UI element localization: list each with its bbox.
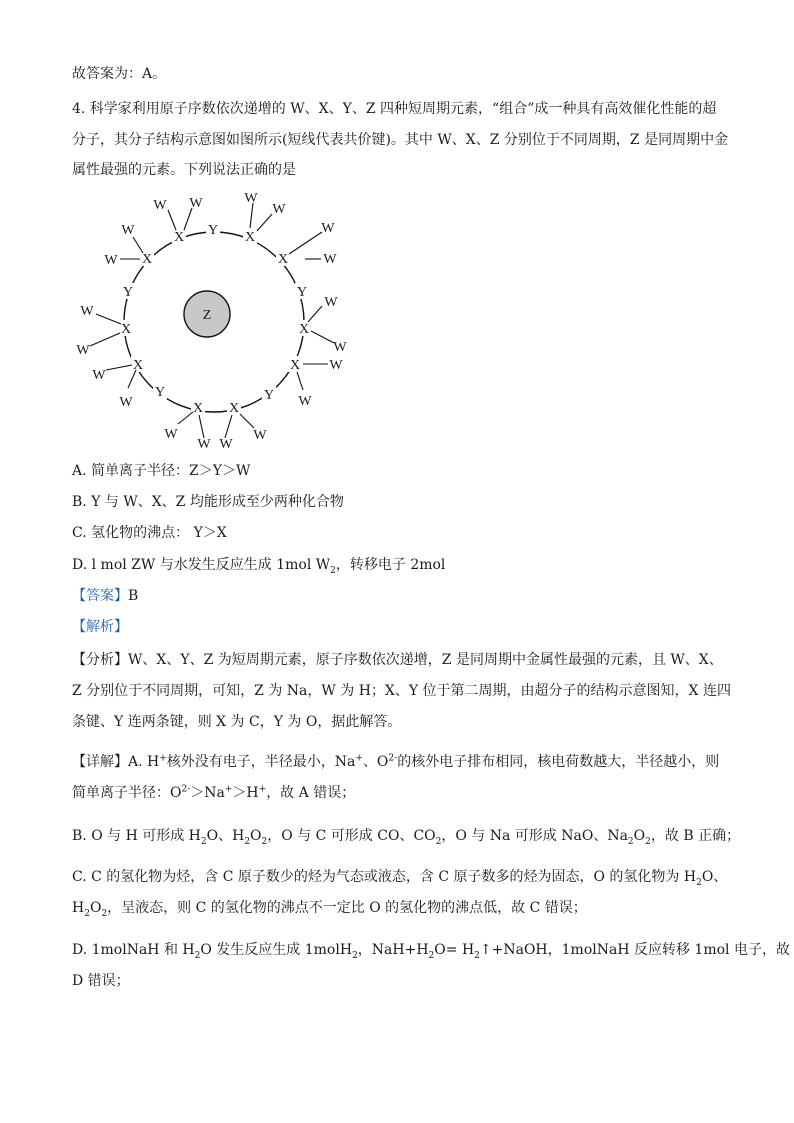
- detail-c-line-2: [72, 898, 587, 918]
- fenxi-text-1: W、X、Y、Z 为短周期元素，原子序数依次递增，Z 是同周期中金属性最强的元素，且 W、X、: [128, 652, 723, 668]
- subscript: 2: [645, 836, 651, 847]
- atom-w: W: [104, 253, 118, 268]
- detail-text: ，NaH+H: [357, 942, 429, 958]
- detail-text: A. H: [128, 754, 160, 770]
- detail-text: O: [250, 828, 262, 844]
- atom-w: W: [329, 358, 343, 373]
- detail-text: ，O 与 C 可形成 CO、CO: [267, 828, 436, 844]
- option-a: A. 简单离子半径：Z＞Y＞W: [72, 463, 251, 479]
- atom-w: W: [80, 304, 94, 319]
- subscript: 2: [244, 836, 251, 847]
- atom-x: X: [298, 322, 310, 337]
- atom-w: W: [253, 428, 267, 443]
- subscript: 2: [435, 836, 442, 847]
- atom-w: W: [121, 223, 135, 238]
- atom-x: X: [173, 230, 185, 245]
- atom-y: Y: [296, 285, 308, 300]
- detail-text: ，O 与 Na 可形成 NaO、Na: [441, 828, 628, 844]
- atom-w: W: [298, 394, 312, 409]
- detail-text: 简单离子半径：O: [72, 785, 182, 801]
- detail-text: ，故 B 正确；: [650, 828, 741, 844]
- detail-text: O 发生反应生成 1molH: [200, 942, 353, 958]
- fenxi-line-2: Z 分别位于不同周期，可知，Z 为 Na，W 为 H；X、Y 位于第二周期，由超分子的结构示意图知，X 连四: [72, 683, 731, 699]
- subscript: 2: [696, 877, 702, 888]
- subscript: 2: [330, 565, 336, 576]
- atom-w: W: [76, 343, 90, 358]
- superscript: +: [258, 784, 267, 795]
- detail-a-line-2: [72, 783, 355, 803]
- detail-text: O= H: [434, 942, 475, 958]
- subscript: 2: [84, 908, 90, 919]
- atom-w: W: [92, 368, 106, 383]
- detail-text: 的核外电子排布相同，核电荷数越大，半径越小，则: [397, 754, 720, 770]
- atom-w: W: [333, 340, 347, 355]
- detail-text: 核外没有电子，半径最小，Na: [166, 754, 356, 770]
- detail-b-line: [72, 826, 740, 846]
- atom-y: Y: [207, 223, 219, 238]
- subscript: 2: [101, 908, 108, 919]
- atom-w: W: [324, 295, 338, 310]
- detail-text: ＞Na: [190, 785, 225, 801]
- superscript: 2-: [181, 784, 191, 795]
- detail-text: O、H: [206, 828, 245, 844]
- fenxi-line-3: 条键、Y 连两条键，则 X 为 C，Y 为 O，据此解答。: [72, 714, 402, 730]
- atom-x: X: [120, 322, 132, 337]
- detail-text: H: [72, 900, 85, 916]
- detail-text: O: [89, 900, 102, 916]
- option-d: [72, 555, 445, 575]
- detail-text: ，呈液态，则 C 的氢化物的沸点不一定比 O 的氢化物的沸点低，故 C 错误；: [107, 900, 587, 916]
- atom-w: W: [244, 191, 258, 206]
- detail-text: O: [633, 828, 646, 844]
- center-atom-label: Z: [202, 308, 212, 323]
- question-line-3: 属性最强的元素。下列说法正确的是: [72, 162, 296, 178]
- superscript: +: [355, 753, 363, 764]
- fenxi-tag: 【分析】: [72, 652, 128, 668]
- subscript: 2: [194, 950, 201, 961]
- detail-d-line-2: D 错误；: [72, 973, 130, 989]
- atom-w: W: [272, 202, 286, 217]
- atom-x: X: [132, 358, 144, 373]
- analysis-tag: 【解析】: [72, 619, 128, 635]
- detail-d-line-1: [72, 940, 790, 960]
- subscript: 2: [352, 950, 358, 961]
- atom-w: W: [189, 196, 203, 211]
- prev-answer: 故答案为：A。: [72, 66, 167, 82]
- subscript: 2: [200, 836, 207, 847]
- detail-text: D. 1molNaH 和 H: [72, 942, 195, 958]
- subscript: 2: [627, 836, 634, 847]
- answer-line: [72, 586, 138, 606]
- detail-text: ＞H: [232, 785, 259, 801]
- atom-w: W: [153, 198, 167, 213]
- question-line-1: [72, 99, 716, 119]
- atom-y: Y: [263, 388, 275, 403]
- detail-text: ，故 A 错误；: [266, 785, 356, 801]
- option-c: C. 氢化物的沸点： Y＞X: [72, 525, 227, 541]
- atom-x: X: [289, 358, 301, 373]
- atom-w: W: [323, 252, 337, 267]
- atom-x: X: [141, 252, 153, 267]
- detail-a-line-1: [72, 752, 719, 772]
- atom-w: W: [119, 395, 133, 410]
- superscript: 2-: [388, 753, 398, 764]
- atom-y: Y: [154, 385, 166, 400]
- answer-tag: 【答案】: [72, 588, 128, 604]
- detail-text: ↑+NaOH，1molNaH 反应转移 1mol 电子，故: [479, 942, 790, 958]
- detail-text: C. C 的氢化物为烃，含 C 原子数少的烃为气态或液态，含 C 原子数多的烃为固态，O 的氢化物为 H: [72, 869, 697, 885]
- detail-text: O、: [701, 869, 728, 885]
- atom-x: X: [244, 230, 256, 245]
- subscript: 2: [474, 950, 480, 961]
- atom-w: W: [219, 437, 233, 452]
- fenxi-line-1: [72, 650, 723, 670]
- atom-w: W: [164, 427, 178, 442]
- answer-value: B: [128, 588, 139, 604]
- question-line-2: 分子，其分子结构示意图如图所示(短线代表共价键)。其中 W、X、Z 分别位于不同周期，Z 是同周期中金: [72, 132, 729, 148]
- superscript: +: [224, 784, 233, 795]
- question-number: 4.: [72, 101, 86, 117]
- subscript: 2: [261, 836, 268, 847]
- option-b: B. Y 与 W、X、Z 均能形成至少两种化合物: [72, 494, 344, 510]
- atom-w: W: [197, 437, 211, 452]
- supramolecule-diagram: [70, 186, 360, 454]
- atom-x: X: [228, 401, 240, 416]
- atom-x: X: [277, 252, 289, 267]
- subscript: 2: [428, 950, 435, 961]
- option-d-text: ，转移电子 2mol: [335, 557, 446, 573]
- option-d-text: D. l mol ZW 与水发生反应生成 1mol W: [72, 557, 331, 573]
- atom-x: X: [192, 401, 204, 416]
- detail-text: 、O: [362, 754, 389, 770]
- question-text-1: 科学家利用原子序数依次递增的 W、X、Y、Z 四种短周期元素，“组合”成一种具有高效催化性能的超: [89, 101, 717, 117]
- detail-c-line-1: [72, 867, 727, 887]
- atom-w: W: [321, 221, 335, 236]
- superscript: +: [159, 753, 167, 764]
- atom-y: Y: [122, 285, 134, 300]
- detail-tag: 【详解】: [72, 754, 128, 770]
- detail-text: B. O 与 H 可形成 H: [72, 828, 201, 844]
